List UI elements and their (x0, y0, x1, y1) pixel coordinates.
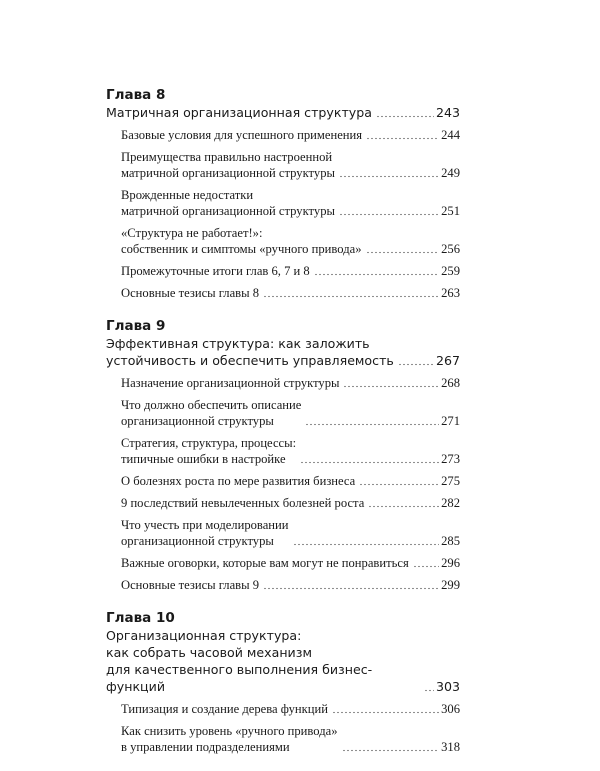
dot-leader (368, 496, 439, 508)
entry-title: О болезнях роста по мере развития бизнеса (121, 474, 356, 488)
entry-title: Преимущества правильно настроенной матричной организационной структуры (121, 150, 335, 180)
toc-entry[interactable] (106, 517, 460, 549)
toc-entry[interactable] (106, 263, 460, 279)
page-number: 296 (441, 556, 460, 570)
toc-entry[interactable] (106, 723, 460, 755)
dot-leader (339, 204, 439, 216)
dot-leader (343, 376, 439, 388)
dot-leader (263, 286, 439, 298)
toc-entry[interactable] (106, 435, 460, 467)
entry-title: Что должно обеспечить описание организационной структуры (121, 398, 302, 428)
page-number: 263 (441, 286, 460, 300)
dot-leader (332, 702, 439, 714)
entry-title: Назначение организационной структуры (121, 376, 340, 390)
page-number: 273 (441, 452, 460, 466)
toc-entry[interactable] (106, 225, 460, 257)
page-number: 244 (441, 128, 460, 142)
page-number: 271 (441, 414, 460, 428)
chapter-title: Матричная организационная структура (106, 105, 372, 120)
page-number: 299 (441, 578, 460, 592)
chapter-title: Эффективная структура: как заложить устойчивость и обеспечить управляемость (106, 336, 394, 368)
entry-title: Стратегия, структура, процессы: типичные ошибки в настройке (121, 436, 297, 466)
entry-title: «Структура не работает!»: собственник и симптомы «ручного привода» (121, 226, 362, 256)
chapter-label: Глава 9 (106, 318, 166, 334)
toc-entry[interactable] (106, 127, 460, 143)
entry-title: Как снизить уровень «ручного привода» в управлении подразделениями (121, 724, 338, 754)
entry-title: Врожденные недостатки матричной организационной структуры (121, 188, 335, 218)
chapter-10 (106, 609, 460, 755)
entry-title: Что учесть при моделировании организационной структуры (121, 518, 289, 548)
toc-entry[interactable] (106, 397, 460, 429)
page-number: 243 (435, 105, 460, 120)
table-of-contents (106, 86, 460, 771)
dot-leader (263, 578, 439, 590)
dot-leader (339, 166, 439, 178)
toc-entry[interactable] (106, 701, 460, 717)
chapter-title-row[interactable] (106, 335, 460, 369)
page-number: 318 (441, 740, 460, 754)
entry-title: Основные тезисы главы 9 (121, 578, 260, 592)
entry-title: Важные оговорки, которые вам могут не понравиться (121, 556, 409, 570)
dot-leader (342, 740, 440, 752)
toc-entry[interactable] (106, 375, 460, 391)
chapter-8 (106, 86, 460, 301)
dot-leader (366, 242, 440, 254)
toc-entry[interactable] (106, 555, 460, 571)
dot-leader (359, 474, 439, 486)
page-number: 259 (441, 264, 460, 278)
chapter-label: Глава 8 (106, 87, 166, 103)
page-number: 303 (435, 679, 460, 694)
dot-leader (376, 106, 434, 118)
chapter-title: Организационная структура: как собрать часовой механизм для качественного выполнения бизнес-функций (106, 628, 373, 694)
page-number: 251 (441, 204, 460, 218)
page-number: 256 (441, 242, 460, 256)
entry-title: 9 последствий невылеченных болезней роста (121, 496, 365, 510)
dot-leader (398, 354, 434, 366)
dot-leader (424, 680, 434, 692)
chapter-title-row[interactable] (106, 627, 460, 695)
dot-leader (293, 534, 440, 546)
toc-entry[interactable] (106, 577, 460, 593)
page-number: 268 (441, 376, 460, 390)
page-number: 285 (441, 534, 460, 548)
dot-leader (413, 556, 439, 568)
toc-entry[interactable] (106, 473, 460, 489)
chapter-title-row[interactable] (106, 104, 460, 121)
entry-title: Типизация и создание дерева функций (121, 702, 328, 716)
chapter-label: Глава 10 (106, 610, 175, 626)
toc-entry[interactable] (106, 187, 460, 219)
page-number: 267 (435, 353, 460, 368)
toc-entry[interactable] (106, 149, 460, 181)
entry-title: Базовые условия для успешного применения (121, 128, 363, 142)
page-number: 249 (441, 166, 460, 180)
toc-entry[interactable] (106, 495, 460, 511)
dot-leader (366, 128, 439, 140)
dot-leader (314, 264, 439, 276)
chapter-9 (106, 317, 460, 593)
page-number: 282 (441, 496, 460, 510)
page-number: 275 (441, 474, 460, 488)
page-number: 306 (441, 702, 460, 716)
dot-leader (305, 414, 439, 426)
entry-title: Основные тезисы главы 8 (121, 286, 260, 300)
dot-leader (300, 452, 439, 464)
toc-entry[interactable] (106, 285, 460, 301)
entry-title: Промежуточные итоги глав 6, 7 и 8 (121, 264, 310, 278)
